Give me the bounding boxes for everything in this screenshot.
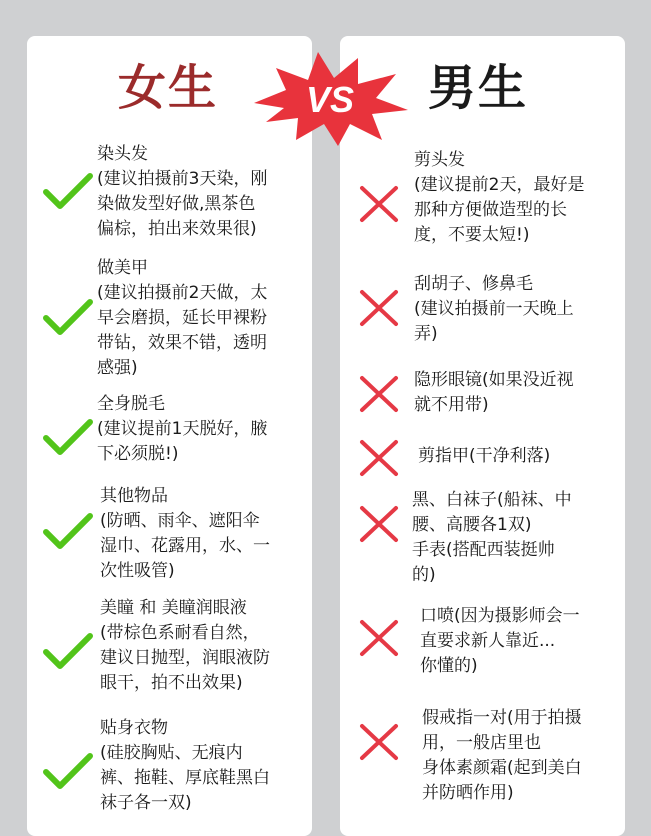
item-text: 剪头发 (建议提前2天，最好是 那种方便做造型的长 度，不要太短!) <box>414 150 585 245</box>
cross-icon <box>356 618 402 658</box>
vs-burst-icon <box>246 48 414 148</box>
checkmark-icon <box>42 172 94 212</box>
cross-icon <box>356 438 402 478</box>
checkmark-icon <box>42 418 94 458</box>
checkmark-icon <box>42 752 94 792</box>
item-text: 假戒指一对(用于拍摄 用，一般店里也 身体素颜霜(起到美白 并防晒作用) <box>422 708 582 803</box>
item-text: 黑、白袜子(船袜、中 腰、高腰各1双) 手表(搭配西装挺帅 的) <box>412 490 572 585</box>
cross-icon <box>356 374 402 414</box>
item-text: 刮胡子、修鼻毛 (建议拍摄前一天晚上 弄) <box>414 274 574 344</box>
checkmark-icon <box>42 632 94 672</box>
item-text: 贴身衣物 (硅胶胸贴、无痕内 裤、拖鞋、厚底鞋黑白 袜子各一双) <box>100 718 270 813</box>
men-title: 男生 <box>428 60 529 116</box>
cross-icon <box>356 184 402 224</box>
checkmark-icon <box>42 512 94 552</box>
women-title: 女生 <box>118 60 219 116</box>
vs-label: VS <box>305 79 355 120</box>
cross-icon <box>356 504 402 544</box>
cross-icon <box>356 288 402 328</box>
item-text: 全身脱毛 (建议提前1天脱好，腋 下必须脱!) <box>97 394 268 464</box>
item-text: 剪指甲(干净利落) <box>418 446 551 466</box>
item-text: 染头发 (建议拍摄前3天染，刚 染做发型好做,黑茶色 偏棕，拍出来效果很) <box>97 144 268 239</box>
checkmark-icon <box>42 298 94 338</box>
item-text: 美瞳 和 美瞳润眼液 (带棕色系耐看自然， 建议日抛型，润眼液防 眼干，拍不出效果) <box>100 598 270 693</box>
item-text: 其他物品 (防晒、雨伞、遮阳伞 湿巾、花露用，水、一 次性吸管) <box>100 486 270 581</box>
item-text: 隐形眼镜(如果没近视 就不用带) <box>414 370 574 415</box>
item-text: 做美甲 (建议拍摄前2天做，太 早会磨损，延长甲裸粉 带钻，效果不错，透明 感强) <box>97 258 268 378</box>
item-text: 口喷(因为摄影师会一 直要求新人靠近... 你懂的) <box>420 606 580 676</box>
cross-icon <box>356 722 402 762</box>
